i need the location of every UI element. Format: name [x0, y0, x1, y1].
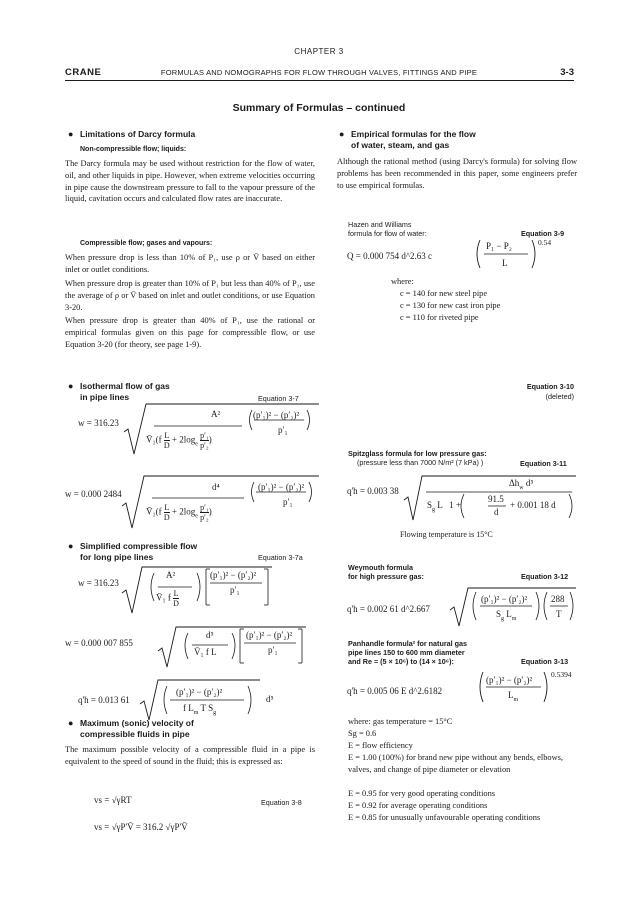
compressible-paragraph-1: When pressure drop is less than 10% of P₁, use ρ or V̄ based on either inlet or outlet conditions.: [65, 253, 315, 274]
where-label: where:: [391, 277, 414, 286]
empirical-heading-line1: Empirical formulas for the flow: [351, 129, 476, 139]
panhandle-label-3: and Re = (5 × 10⁶) to (14 × 10⁶):: [348, 657, 454, 666]
hazen-williams-formula: Q = 0.000 754 d^2.63 c: [347, 251, 433, 261]
panhandle-formula-lhs: q'h = 0.005 06 E d^2.6182: [347, 686, 443, 696]
simplified-formula-2-lhs: w = 0.000 007 855: [65, 638, 133, 648]
sonic-formula-1: vs = √γRT: [94, 795, 132, 805]
empirical-paragraph: Although the rational method (using Darcy's formula) for solving flow problems has been recommended in this paper, some engineers prefer to use empirical formulas.: [337, 157, 577, 190]
e-value-1: E = 1.00 (100%) for brand new pipe without any bends, elbows, valves, and change of pipe diameter or elevation: [348, 753, 563, 774]
isothermal-heading-line2: in pipe lines: [80, 392, 130, 402]
bullet-icon: ●: [68, 129, 74, 139]
page-number: 3-3: [560, 67, 574, 78]
running-title: FORMULAS AND NOMOGRAPHS FOR FLOW THROUGH VALVES, FITTINGS AND PIPE: [160, 68, 478, 77]
sg-line: Sg = 0.6: [348, 729, 377, 738]
simplified-formula-3-lhs: q'h = 0.013 61: [78, 695, 130, 705]
c-value-cast-iron: c = 130 for new cast iron pipe: [400, 301, 501, 310]
e-value-3: E = 0.92 for average operating conditions: [348, 801, 488, 810]
equation-3-7-label: Equation 3-7: [258, 394, 299, 403]
simplified-heading-line1: Simplified compressible flow: [80, 541, 198, 551]
equation-3-12-label: Equation 3-12: [521, 572, 569, 581]
panhandle-label-2: pipe lines 150 to 600 mm diameter: [348, 648, 465, 657]
compressible-paragraph-2: When pressure drop is greater than 10% of P₁ but less than 40% of P₁, use the average of ρ or V̄ based on inlet and outlet conditions, or use Equation 3-20.: [65, 279, 315, 312]
spitzglass-addend: + 0.001 18 d: [510, 500, 556, 510]
spitzglass-label-2: (pressure less than 7000 N/m² (7 kPa) ): [357, 458, 484, 467]
panhandle-exponent: 0.5394: [551, 670, 572, 679]
gas-temperature-line: where: gas temperature = 15°C: [348, 717, 453, 726]
simplified-heading: [68, 541, 198, 552]
empirical-heading: [339, 129, 476, 140]
bullet-icon: ●: [68, 718, 74, 728]
e-value-4: E = 0.85 for unusually unfavourable operating conditions: [348, 813, 541, 822]
max-velocity-heading-line1: Maximum (sonic) velocity of: [80, 718, 194, 728]
max-velocity-paragraph: The maximum possible velocity of a compressible fluid in a pipe is equivalent to the speed of sound in the fluid; this is expressed as:: [65, 745, 315, 766]
page-title: Summary of Formulas – continued: [232, 102, 406, 114]
isothermal-formula-1-lhs: w = 316.23: [78, 418, 119, 428]
max-velocity-heading: [68, 718, 194, 729]
simplified-heading-line2: for long pipe lines: [80, 552, 154, 562]
compressible-paragraph-3: When pressure drop is greater than 40% of P₁, use the rational or empirical formulas given on this page for compressible flow, or use Equation 3-20 (for theory, see page 1-9).: [65, 316, 315, 349]
weymouth-label-1: Weymouth formula: [348, 563, 413, 572]
noncompressible-paragraph: The Darcy formula may be used without restriction for the flow of water, oil, and other liquids in pipe. However, when extreme velocities occurring in pipe cause the downstream pressure to fall to the vapour pressure of the liquid, cavitation occurs and calculated flow rates are inaccurate.: [65, 159, 315, 204]
equation-3-7a-label: Equation 3-7a: [258, 553, 303, 562]
equation-3-10-label: Equation 3-10: [526, 382, 574, 391]
max-velocity-heading-line2: compressible fluids in pipe: [80, 729, 190, 739]
bullet-icon: ●: [68, 381, 74, 391]
e-value-2: E = 0.95 for very good operating conditions: [348, 789, 496, 798]
equation-3-8-label: Equation 3-8: [261, 798, 302, 807]
hazen-williams-label-2: formula for flow of water:: [348, 229, 427, 238]
equation-3-10-deleted: (deleted): [545, 392, 574, 401]
c-value-steel: c = 140 for new steel pipe: [400, 289, 488, 298]
equation-3-11-label: Equation 3-11: [520, 459, 567, 468]
chapter-label: CHAPTER 3: [294, 47, 344, 56]
darcy-limit-heading-text: Limitations of Darcy formula: [80, 129, 196, 139]
empirical-heading-line2: of water, steam, and gas: [351, 140, 450, 150]
spitzglass-label-1: Spitzglass formula for low pressure gas:: [348, 449, 487, 458]
bullet-icon: ●: [339, 129, 345, 139]
simplified-formula-1-lhs: w = 316.23: [78, 578, 119, 588]
equation-3-9-label: Equation 3-9: [521, 229, 565, 238]
sonic-formula-2: vs = √γP'V̄ = 316.2 √γP'V̄: [94, 822, 188, 832]
e-definition: E = flow efficiency: [348, 741, 413, 750]
noncompressible-heading: Non-compressible flow; liquids:: [80, 146, 187, 153]
equation-3-13-label: Equation 3-13: [521, 657, 569, 666]
spitzglass-formula-lhs: q'h = 0.003 38: [347, 486, 399, 496]
flowing-temperature-note: Flowing temperature is 15°C: [400, 530, 493, 539]
isothermal-formula-2-lhs: w = 0.000 2484: [65, 489, 122, 499]
isothermal-heading-line1: Isothermal flow of gas: [80, 381, 170, 391]
darcy-limit-heading: [68, 129, 196, 140]
isothermal-heading: [68, 381, 170, 392]
c-value-riveted: c = 110 for riveted pipe: [400, 313, 479, 322]
weymouth-288: 288: [551, 594, 565, 604]
brand-label: CRANE: [65, 67, 102, 78]
spitzglass-constant: 91.5: [488, 494, 504, 504]
compressible-heading: Compressible flow; gases and vapours:: [80, 240, 213, 247]
weymouth-label-2: for high pressure gas:: [348, 572, 424, 581]
hazen-williams-label-1: Hazen and Williams: [348, 220, 412, 229]
hazen-williams-exponent: 0.54: [538, 238, 552, 247]
header-rule: [65, 80, 574, 81]
bullet-icon: ●: [68, 541, 74, 551]
weymouth-formula-lhs: q'h = 0.002 61 d^2.667: [347, 604, 430, 614]
panhandle-label-1: Panhandle formula² for natural gas: [348, 639, 468, 648]
